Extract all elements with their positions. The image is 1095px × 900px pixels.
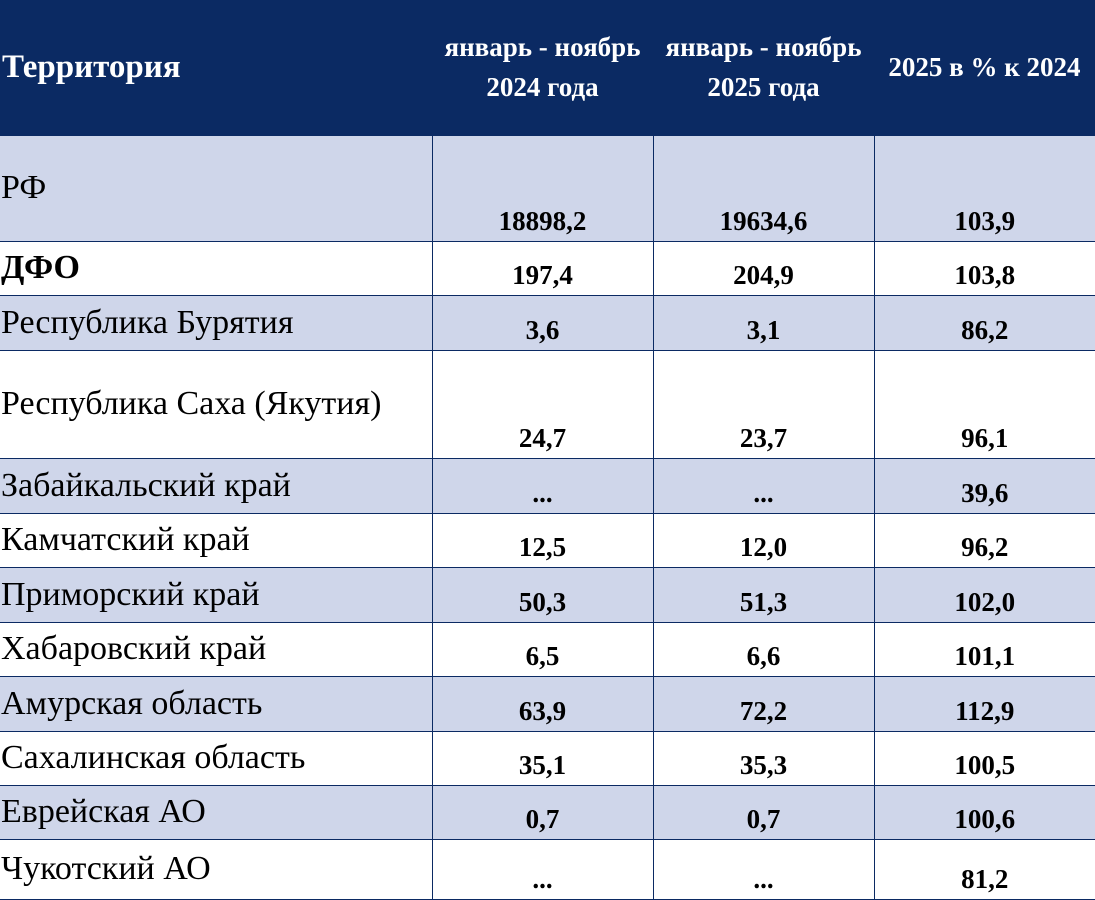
value-percent: 103,8: [874, 241, 1095, 295]
value-2024: 63,9: [432, 676, 653, 731]
table-row: [0, 350, 1095, 458]
table-row: [0, 513, 1095, 567]
value-2024: 3,6: [432, 295, 653, 350]
value-2025: ...: [653, 839, 874, 899]
territory-name: Приморский край: [0, 567, 432, 622]
territory-name: Еврейская АО: [0, 785, 432, 839]
value-2025: 19634,6: [653, 135, 874, 241]
territory-name: Сахалинская область: [0, 731, 432, 785]
value-2024: 6,5: [432, 622, 653, 676]
table-row: [0, 295, 1095, 350]
header-territory: Территория: [0, 0, 432, 135]
territory-name: РФ: [0, 135, 432, 241]
table-row: [0, 785, 1095, 839]
value-2025: 51,3: [653, 567, 874, 622]
value-percent: 103,9: [874, 135, 1095, 241]
value-percent: 100,6: [874, 785, 1095, 839]
value-2024: 24,7: [432, 350, 653, 458]
value-2025: 6,6: [653, 622, 874, 676]
table-row: [0, 731, 1095, 785]
territory-name: Республика Бурятия: [0, 295, 432, 350]
table-row: [0, 135, 1095, 241]
header-row: [0, 0, 1095, 135]
value-2025: ...: [653, 458, 874, 513]
value-2024: 0,7: [432, 785, 653, 839]
table-row: [0, 241, 1095, 295]
table-row: [0, 676, 1095, 731]
value-2025: 35,3: [653, 731, 874, 785]
value-2024: 197,4: [432, 241, 653, 295]
value-2025: 72,2: [653, 676, 874, 731]
value-2025: 0,7: [653, 785, 874, 839]
value-percent: 81,2: [874, 839, 1095, 899]
territory-name: Хабаровский край: [0, 622, 432, 676]
value-2024: ...: [432, 458, 653, 513]
territory-name: ДФО: [0, 241, 432, 295]
territory-name: Забайкальский край: [0, 458, 432, 513]
value-2025: 3,1: [653, 295, 874, 350]
header-jan-nov-2025: январь - ноябрь 2025 года: [653, 0, 874, 135]
table-row: [0, 839, 1095, 899]
header-percent: 2025 в % к 2024: [874, 0, 1095, 135]
value-percent: 96,2: [874, 513, 1095, 567]
value-2024: 12,5: [432, 513, 653, 567]
value-2024: 35,1: [432, 731, 653, 785]
value-2024: 18898,2: [432, 135, 653, 241]
value-percent: 101,1: [874, 622, 1095, 676]
table-row: [0, 458, 1095, 513]
territory-name: Чукотский АО: [0, 839, 432, 899]
value-2025: 12,0: [653, 513, 874, 567]
table-row: [0, 567, 1095, 622]
value-2025: 204,9: [653, 241, 874, 295]
value-percent: 112,9: [874, 676, 1095, 731]
value-2024: 50,3: [432, 567, 653, 622]
value-percent: 39,6: [874, 458, 1095, 513]
value-2024: ...: [432, 839, 653, 899]
value-2025: 23,7: [653, 350, 874, 458]
territory-name: Амурская область: [0, 676, 432, 731]
table-row: [0, 622, 1095, 676]
territory-name: Республика Саха (Якутия): [0, 350, 432, 458]
value-percent: 100,5: [874, 731, 1095, 785]
header-jan-nov-2024: январь - ноябрь 2024 года: [432, 0, 653, 135]
territory-name: Камчатский край: [0, 513, 432, 567]
value-percent: 102,0: [874, 567, 1095, 622]
value-percent: 86,2: [874, 295, 1095, 350]
value-percent: 96,1: [874, 350, 1095, 458]
